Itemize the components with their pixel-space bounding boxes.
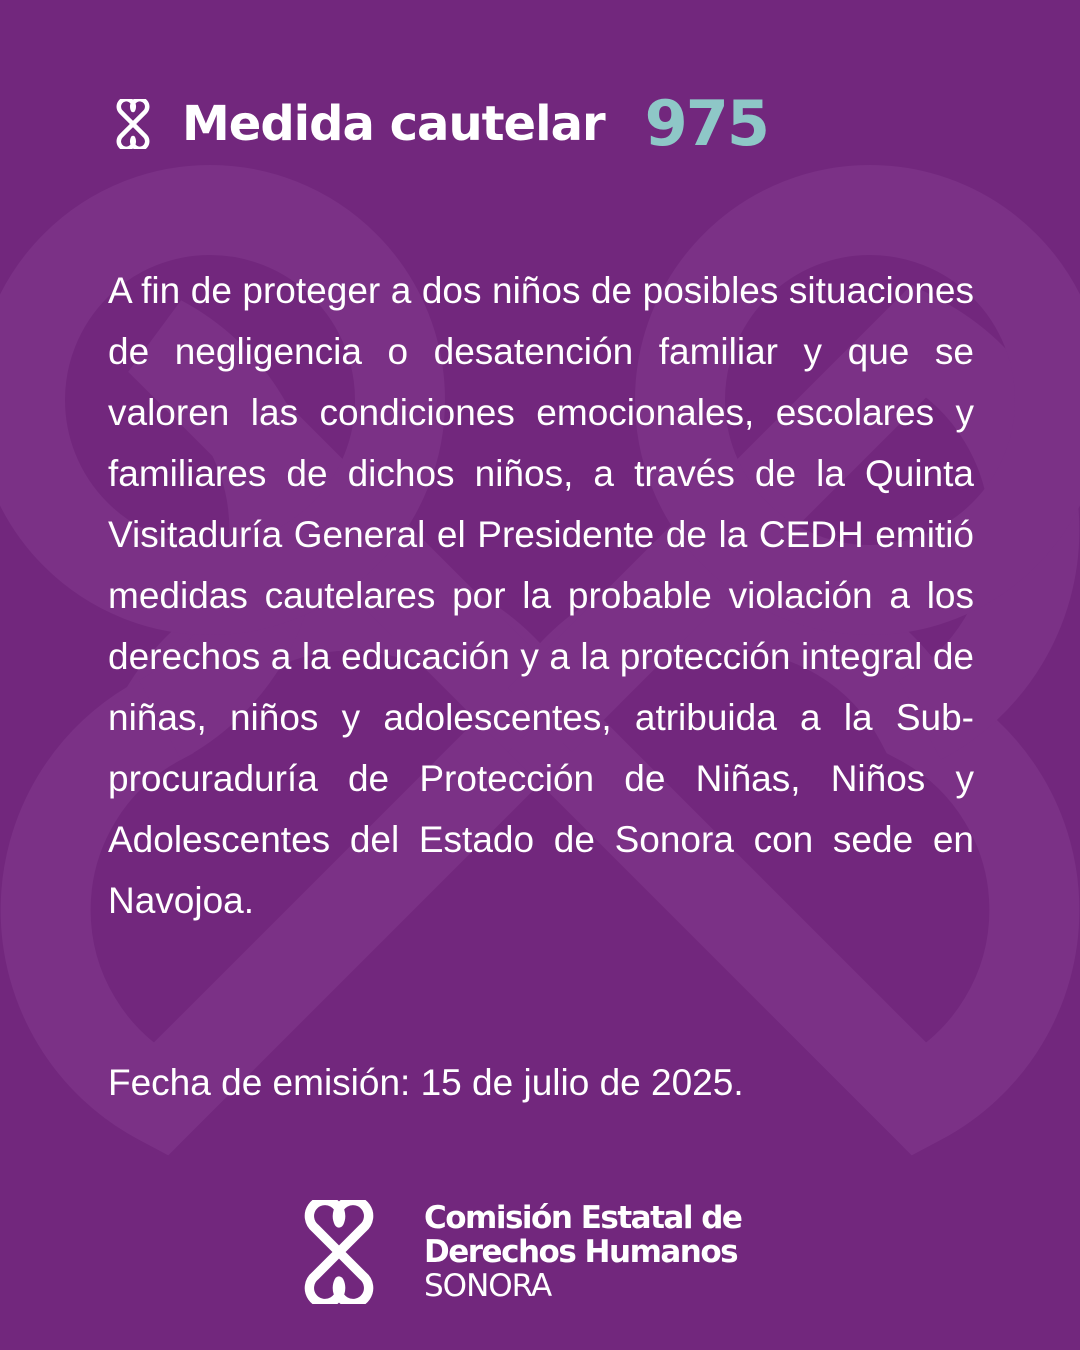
header xyxy=(108,88,768,160)
cedh-logo-icon xyxy=(286,1200,392,1304)
measure-description: A fin de proteger a dos niños de posibles situaciones de negligencia o desatención familiar y que se valoren las condiciones emocionales, escolares y familiares de dichos niños, a través de la Quinta Visitaduría General el Presidente de la CEDH emitió medidas cautelares por la probable violación a los derechos a la educación y a la protección integral de niñas, niños y adolescentes, atribuida a la Subprocuraduría de Protección de Niñas, Niños y Adolescentes del Estado de Sonora con sede en Navojoa. xyxy=(108,270,974,921)
measure-number: 975 xyxy=(644,87,769,160)
org-name-line2: Derechos Humanos xyxy=(424,1234,738,1270)
organization-name xyxy=(424,1201,741,1303)
page-title: Medida cautelar xyxy=(182,96,605,152)
footer xyxy=(286,1200,741,1304)
org-state: SONORA xyxy=(424,1268,552,1304)
org-name-line1: Comisión Estatal de xyxy=(424,1200,742,1236)
issue-date: Fecha de emisión: 15 de julio de 2025. xyxy=(108,1062,744,1103)
cedh-logo-icon xyxy=(108,99,158,149)
